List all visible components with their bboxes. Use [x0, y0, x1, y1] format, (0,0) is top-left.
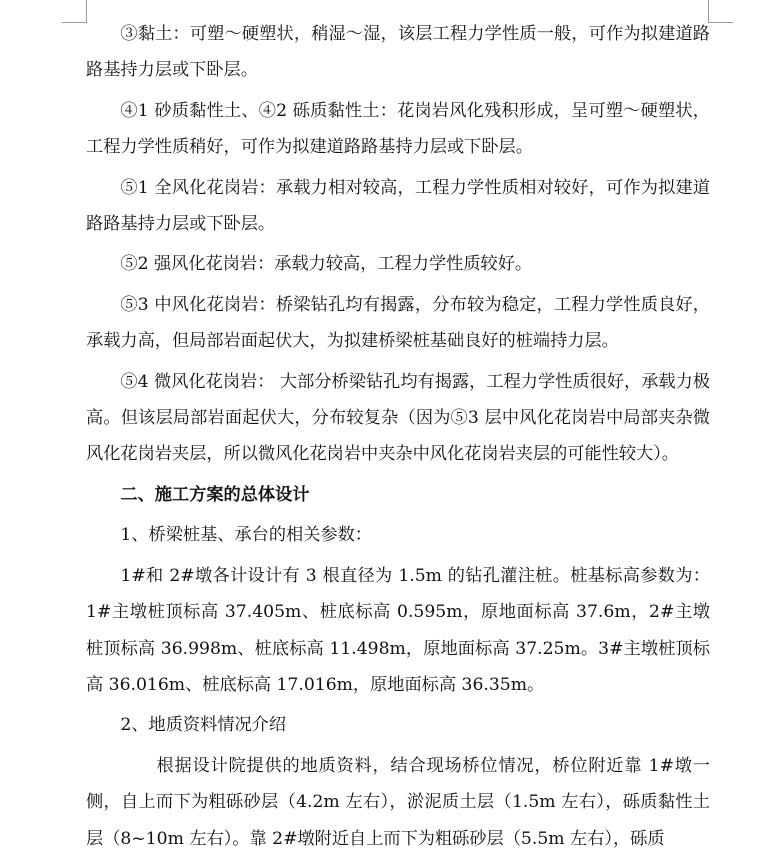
paragraph-geology: 根据设计院提供的地质资料，结合现场桥位情况，桥位附近靠 1#墩一侧，自上而下为粗砾砂层（4.2m 左右），淤泥质土层（1.5m 左右），砾质黏性土层（8~10m 左右）。靠 2#墩附近自上而下为粗砾砂层（5.5m 左右），砾质	[86, 755, 710, 849]
crop-mark-right-horizontal	[708, 22, 733, 23]
subheading-pile-parameters: 1、桥梁桩基、承台的相关参数：	[120, 525, 372, 546]
paragraph-strongly-weathered-granite: ⑤2 强风化花岗岩：承载力较高，工程力学性质较好。	[120, 254, 533, 275]
paragraph-sandy-clay: ④1 砂质黏性土、④2 砾质黏性土：花岗岩风化残积形成，呈可塑～硬塑状，工程力学性质稍好，可作为拟建道路路基持力层或下卧层。	[86, 100, 710, 158]
crop-mark-left-horizontal	[62, 22, 87, 23]
paragraph-slightly-weathered-granite: ⑤4 微风化花岗岩： 大部分桥梁钻孔均有揭露，工程力学性质很好，承载力极高。但该层局部岩面起伏大，分布较复杂（因为⑤3 层中风化花岗岩中局部夹杂微风化花岗岩夹层，所以微风化花岗岩中夹杂中风化花岗岩夹层的可能性较大）。	[86, 371, 710, 465]
document-body	[86, 16, 710, 856]
paragraph-fully-weathered-granite: ⑤1 全风化花岗岩：承载力相对较高，工程力学性质相对较好，可作为拟建道路路基持力层或下卧层。	[86, 177, 710, 235]
subheading-geology: 2、地质资料情况介绍	[120, 715, 287, 736]
paragraph-pile-parameters: 1#和 2#墩各计设计有 3 根直径为 1.5m 的钻孔灌注桩。桩基标高参数为：1#主墩桩顶标高 37.405m、桩底标高 0.595m，原地面标高 37.6m，2#主墩桩顶标高 36.998m、桩底标高 11.498m，原地面标高 37.25m。3#主墩桩顶标高 36.016m、桩底标高 17.016m，原地面标高 36.35m。	[86, 565, 710, 695]
paragraph-clay: ③黏土：可塑～硬塑状，稍湿～湿，该层工程力学性质一般，可作为拟建道路路基持力层或下卧层。	[86, 24, 710, 81]
paragraph-moderately-weathered-granite: ⑤3 中风化花岗岩：桥梁钻孔均有揭露，分布较为稳定，工程力学性质良好，承载力高，但局部岩面起伏大，为拟建桥梁桩基础良好的桩端持力层。	[86, 294, 710, 352]
section-heading-overall-design: 二、施工方案的总体设计	[120, 484, 310, 505]
